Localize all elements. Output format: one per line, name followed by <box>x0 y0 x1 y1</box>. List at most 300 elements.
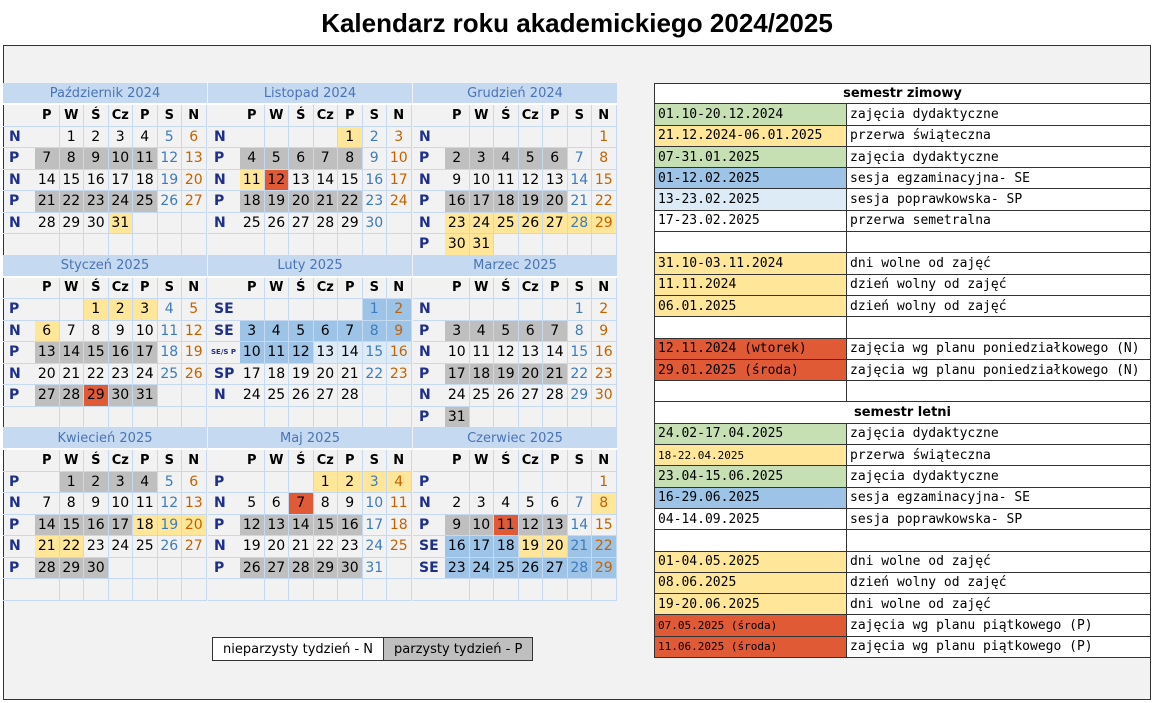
week-type-label: N <box>419 214 431 231</box>
day-cell: 12 <box>158 148 183 169</box>
month-title: Grudzień 2024 <box>413 83 617 105</box>
day-cell <box>240 579 265 600</box>
day-cell: 10 <box>109 493 134 514</box>
week-row <box>413 299 617 321</box>
info-date: 29.01.2025 (środa) <box>654 360 847 380</box>
week-type-label: N <box>9 495 21 512</box>
week-row <box>208 407 412 429</box>
day-cell: 15 <box>592 515 617 536</box>
semester-heading <box>654 83 1151 104</box>
day-cell <box>494 234 519 255</box>
day-cell <box>60 299 85 320</box>
month-title: Maj 2025 <box>208 428 412 450</box>
week-type-label: P <box>419 193 430 210</box>
day-cell: 28 <box>568 213 593 234</box>
day-cell: 26 <box>519 558 544 579</box>
day-cell: 9 <box>109 321 134 342</box>
week-row <box>413 493 617 515</box>
day-cell <box>289 472 314 493</box>
day-cell: 21 <box>568 191 593 212</box>
day-cell: 16 <box>445 536 470 557</box>
week-type-header <box>3 105 35 126</box>
week-row <box>208 127 412 149</box>
day-cell: 18 <box>133 170 158 191</box>
info-description: dni wolne od zajęć <box>847 253 1151 273</box>
day-cell: 20 <box>519 364 544 385</box>
day-cell: 1 <box>60 127 85 148</box>
weekday-header: Cz <box>109 278 134 299</box>
day-cell: 26 <box>519 213 544 234</box>
day-cell <box>363 407 388 428</box>
day-cell: 22 <box>592 191 617 212</box>
month-title: Czerwiec 2025 <box>413 428 617 450</box>
day-cell: 7 <box>314 148 339 169</box>
day-cell: 27 <box>182 536 207 557</box>
day-cell: 3 <box>133 299 158 320</box>
day-cell: 30 <box>109 385 134 406</box>
day-cell <box>494 579 519 600</box>
day-cell: 18 <box>494 191 519 212</box>
day-cell <box>158 579 183 600</box>
day-cell: 3 <box>363 472 388 493</box>
day-cell: 15 <box>592 170 617 191</box>
info-date: 31.10-03.11.2024 <box>654 253 847 273</box>
month-title: Kwiecień 2025 <box>3 428 207 450</box>
day-cell <box>265 407 290 428</box>
day-cell: 4 <box>133 127 158 148</box>
weekday-header: S <box>568 278 593 299</box>
day-cell: 28 <box>60 385 85 406</box>
info-description <box>847 317 1151 337</box>
info-description: sesja poprawkowska- SP <box>847 189 1151 209</box>
day-cell: 28 <box>289 558 314 579</box>
day-cell <box>289 234 314 255</box>
day-cell: 8 <box>84 321 109 342</box>
day-cell: 9 <box>84 493 109 514</box>
day-cell: 11 <box>133 148 158 169</box>
day-cell: 2 <box>109 299 134 320</box>
day-cell <box>158 385 183 406</box>
day-cell: 27 <box>182 191 207 212</box>
day-cell: 20 <box>543 191 568 212</box>
info-description: zajęcia dydaktyczne <box>847 147 1151 167</box>
info-row <box>654 168 1151 189</box>
week-type-header <box>413 105 445 126</box>
day-cell: 18 <box>470 364 495 385</box>
day-cell <box>363 234 388 255</box>
weekday-header: Cz <box>519 278 544 299</box>
day-cell: 26 <box>158 191 183 212</box>
day-cell: 17 <box>109 170 134 191</box>
day-cell: 28 <box>35 213 60 234</box>
info-description: przerwa świąteczna <box>847 126 1151 146</box>
day-cell: 27 <box>314 385 339 406</box>
info-date: 13-23.02.2025 <box>654 189 847 209</box>
day-cell: 8 <box>60 148 85 169</box>
info-row <box>654 594 1151 615</box>
info-date: 23.04-15.06.2025 <box>654 466 847 486</box>
day-cell <box>568 579 593 600</box>
info-description: sesja egzaminacyjna- SE <box>847 168 1151 188</box>
week-type-header <box>208 278 240 299</box>
day-cell: 22 <box>314 536 339 557</box>
day-cell: 21 <box>289 536 314 557</box>
day-cell <box>519 579 544 600</box>
week-type-label: P <box>214 193 225 210</box>
info-date: 08.06.2025 <box>654 573 847 593</box>
day-cell: 17 <box>240 364 265 385</box>
day-cell: 26 <box>182 364 207 385</box>
info-description: sesja poprawkowska- SP <box>847 509 1151 529</box>
week-row <box>413 364 617 386</box>
day-cell: 29 <box>568 385 593 406</box>
day-cell: 13 <box>265 515 290 536</box>
weekday-header: Ś <box>494 105 519 126</box>
week-type-label: P <box>214 516 225 533</box>
day-cell: 31 <box>470 234 495 255</box>
day-cell: 3 <box>109 127 134 148</box>
week-type-label: SE <box>419 559 439 576</box>
month-block <box>413 256 617 429</box>
day-cell: 15 <box>60 515 85 536</box>
day-cell: 9 <box>84 148 109 169</box>
day-cell: 8 <box>60 493 85 514</box>
day-cell <box>109 579 134 600</box>
weekday-header: W <box>470 278 495 299</box>
day-cell <box>338 579 363 600</box>
weekday-header: Cz <box>519 105 544 126</box>
day-cell: 19 <box>519 191 544 212</box>
info-date <box>654 317 847 337</box>
day-cell: 27 <box>519 385 544 406</box>
week-row <box>208 213 412 235</box>
day-cell <box>445 299 470 320</box>
week-row <box>3 579 207 601</box>
day-cell: 19 <box>519 536 544 557</box>
week-row <box>3 191 207 213</box>
day-cell: 17 <box>470 536 495 557</box>
day-cell: 10 <box>445 342 470 363</box>
week-row <box>208 364 412 386</box>
month-title: Listopad 2024 <box>208 83 412 105</box>
week-row <box>3 342 207 364</box>
day-cell <box>568 127 593 148</box>
info-row <box>654 530 1151 551</box>
day-cell: 25 <box>494 213 519 234</box>
week-row <box>208 321 412 343</box>
day-cell: 14 <box>289 515 314 536</box>
weekday-header: Cz <box>314 450 339 471</box>
week-type-label: N <box>419 301 431 318</box>
week-type-header <box>208 105 240 126</box>
info-description <box>847 232 1151 252</box>
info-date: 01-12.02.2025 <box>654 168 847 188</box>
weekday-header: P <box>543 105 568 126</box>
day-cell <box>568 472 593 493</box>
day-cell: 14 <box>338 342 363 363</box>
day-cell: 25 <box>240 213 265 234</box>
month-block <box>208 256 412 429</box>
week-type-label: N <box>9 538 21 555</box>
week-row <box>413 536 617 558</box>
day-cell: 21 <box>543 364 568 385</box>
day-cell: 19 <box>158 170 183 191</box>
week-legend <box>212 637 533 661</box>
week-type-label: P <box>214 473 225 490</box>
weekday-header: N <box>387 450 412 471</box>
day-cell: 2 <box>445 148 470 169</box>
day-cell <box>363 579 388 600</box>
day-cell <box>133 579 158 600</box>
day-cell <box>494 472 519 493</box>
week-row <box>208 536 412 558</box>
day-cell <box>35 472 60 493</box>
day-cell: 6 <box>182 127 207 148</box>
week-type-header <box>3 450 35 471</box>
day-cell: 22 <box>84 364 109 385</box>
day-cell: 28 <box>568 558 593 579</box>
info-description: dzień wolny od zajęć <box>847 275 1151 295</box>
week-type-label: P <box>419 322 430 339</box>
info-date: 12.11.2024 (wtorek) <box>654 339 847 359</box>
day-cell: 5 <box>265 148 290 169</box>
day-cell: 22 <box>60 191 85 212</box>
day-cell: 5 <box>289 321 314 342</box>
info-description: dzień wolny od zajęć <box>847 296 1151 316</box>
day-cell: 2 <box>84 127 109 148</box>
week-type-label: SP <box>214 365 235 382</box>
week-type-label: N <box>9 214 21 231</box>
info-description: zajęcia wg planu poniedziałkowego (N) <box>847 360 1151 380</box>
weekday-header: P <box>543 450 568 471</box>
info-description <box>847 530 1151 550</box>
day-cell <box>182 234 207 255</box>
day-cell: 17 <box>445 364 470 385</box>
weekday-header: Ś <box>494 278 519 299</box>
weekday-header: W <box>60 278 85 299</box>
day-cell: 20 <box>182 515 207 536</box>
weekday-header: P <box>338 105 363 126</box>
day-cell: 1 <box>84 299 109 320</box>
day-cell <box>568 234 593 255</box>
day-cell <box>109 234 134 255</box>
day-cell: 19 <box>240 536 265 557</box>
week-type-label: SE/S P <box>211 347 236 356</box>
day-cell <box>133 234 158 255</box>
day-cell <box>314 579 339 600</box>
day-cell: 7 <box>568 148 593 169</box>
day-cell: 5 <box>519 148 544 169</box>
weekday-header-row <box>3 450 207 472</box>
weekday-header-row <box>413 105 617 127</box>
info-date <box>654 530 847 550</box>
day-cell: 17 <box>133 342 158 363</box>
info-description: dni wolne od zajęć <box>847 594 1151 614</box>
day-cell: 25 <box>133 536 158 557</box>
weekday-header: N <box>182 278 207 299</box>
info-description: zajęcia dydaktyczne <box>847 104 1151 124</box>
day-cell <box>314 407 339 428</box>
day-cell <box>592 579 617 600</box>
week-type-label: N <box>419 387 431 404</box>
week-type-label <box>3 407 35 428</box>
week-row <box>3 321 207 343</box>
day-cell: 10 <box>240 342 265 363</box>
day-cell: 5 <box>158 127 183 148</box>
semester-heading-text: semestr letni <box>654 402 1151 422</box>
day-cell: 24 <box>133 364 158 385</box>
info-description: zajęcia wg planu piątkowego (P) <box>847 637 1151 657</box>
week-type-label <box>208 579 240 600</box>
day-cell: 3 <box>240 321 265 342</box>
day-cell <box>470 407 495 428</box>
day-cell <box>519 127 544 148</box>
weekday-header: Ś <box>84 105 109 126</box>
day-cell <box>387 407 412 428</box>
weekday-header-row <box>413 278 617 300</box>
day-cell <box>240 472 265 493</box>
day-cell: 2 <box>592 299 617 320</box>
day-cell: 10 <box>470 515 495 536</box>
week-row <box>3 299 207 321</box>
day-cell: 10 <box>109 148 134 169</box>
info-date: 04-14.09.2025 <box>654 509 847 529</box>
weekday-header: Cz <box>109 450 134 471</box>
weekday-header: P <box>35 278 60 299</box>
weekday-header: P <box>338 278 363 299</box>
day-cell: 15 <box>314 515 339 536</box>
day-cell: 14 <box>60 342 85 363</box>
month-block <box>208 428 412 601</box>
weekday-header: S <box>363 450 388 471</box>
weekday-header: N <box>592 278 617 299</box>
weekday-header: Cz <box>109 105 134 126</box>
day-cell <box>158 407 183 428</box>
week-row <box>3 385 207 407</box>
day-cell: 14 <box>314 170 339 191</box>
week-row <box>3 148 207 170</box>
week-type-label: P <box>9 301 20 318</box>
weekday-header: P <box>543 278 568 299</box>
day-cell: 13 <box>519 342 544 363</box>
day-cell <box>289 299 314 320</box>
day-cell: 18 <box>240 191 265 212</box>
week-type-label: P <box>214 559 225 576</box>
day-cell: 14 <box>35 515 60 536</box>
info-row <box>654 466 1151 487</box>
day-cell <box>445 472 470 493</box>
week-row <box>413 170 617 192</box>
day-cell: 16 <box>84 170 109 191</box>
day-cell: 18 <box>265 364 290 385</box>
weekday-header: Ś <box>84 278 109 299</box>
day-cell: 1 <box>592 127 617 148</box>
day-cell: 5 <box>182 299 207 320</box>
day-cell: 3 <box>470 148 495 169</box>
day-cell <box>158 558 183 579</box>
day-cell <box>519 234 544 255</box>
day-cell: 4 <box>494 493 519 514</box>
week-type-label <box>208 234 240 255</box>
day-cell: 11 <box>158 321 183 342</box>
week-type-header <box>208 450 240 471</box>
day-cell <box>109 558 134 579</box>
day-cell <box>314 127 339 148</box>
day-cell: 31 <box>445 407 470 428</box>
day-cell: 9 <box>338 493 363 514</box>
day-cell: 30 <box>338 558 363 579</box>
weekday-header: P <box>445 105 470 126</box>
page-title: Kalendarz roku akademickiego 2024/2025 <box>3 2 1151 46</box>
day-cell: 21 <box>35 191 60 212</box>
week-row <box>413 558 617 580</box>
day-cell <box>543 127 568 148</box>
week-type-label: P <box>419 408 430 425</box>
weekday-header-row <box>3 278 207 300</box>
info-row <box>654 147 1151 168</box>
week-type-label: N <box>419 171 431 188</box>
day-cell: 23 <box>338 536 363 557</box>
weekday-header: P <box>338 450 363 471</box>
week-type-label: SE <box>419 538 439 555</box>
day-cell: 30 <box>445 234 470 255</box>
day-cell: 30 <box>84 213 109 234</box>
day-cell: 15 <box>84 342 109 363</box>
weekday-header: Ś <box>289 105 314 126</box>
day-cell: 8 <box>592 493 617 514</box>
week-type-label <box>3 579 35 600</box>
day-cell <box>35 407 60 428</box>
day-cell: 6 <box>543 148 568 169</box>
day-cell: 26 <box>158 536 183 557</box>
day-cell <box>133 558 158 579</box>
semester-heading-text: semestr zimowy <box>654 84 1151 103</box>
day-cell <box>387 385 412 406</box>
day-cell: 1 <box>363 299 388 320</box>
day-cell: 19 <box>182 342 207 363</box>
weekday-header: S <box>158 278 183 299</box>
day-cell: 9 <box>592 321 617 342</box>
day-cell: 2 <box>363 127 388 148</box>
week-row <box>413 515 617 537</box>
day-cell: 26 <box>240 558 265 579</box>
day-cell: 24 <box>240 385 265 406</box>
day-cell: 21 <box>568 536 593 557</box>
week-type-label: P <box>9 473 20 490</box>
day-cell: 25 <box>133 191 158 212</box>
weekday-header: N <box>387 105 412 126</box>
day-cell: 29 <box>592 213 617 234</box>
day-cell: 4 <box>240 148 265 169</box>
day-cell <box>265 579 290 600</box>
day-cell <box>133 213 158 234</box>
week-row <box>208 558 412 580</box>
day-cell <box>182 558 207 579</box>
day-cell: 20 <box>543 536 568 557</box>
weekday-header: N <box>592 105 617 126</box>
day-cell <box>314 299 339 320</box>
day-cell: 4 <box>133 472 158 493</box>
info-row <box>654 360 1151 381</box>
day-cell <box>494 299 519 320</box>
week-type-label: P <box>419 516 430 533</box>
week-type-label: N <box>214 387 226 404</box>
day-cell: 21 <box>60 364 85 385</box>
day-cell: 11 <box>133 493 158 514</box>
info-date: 11.06.2025 (środa) <box>654 637 847 657</box>
weekday-header: P <box>35 450 60 471</box>
day-cell: 21 <box>338 364 363 385</box>
